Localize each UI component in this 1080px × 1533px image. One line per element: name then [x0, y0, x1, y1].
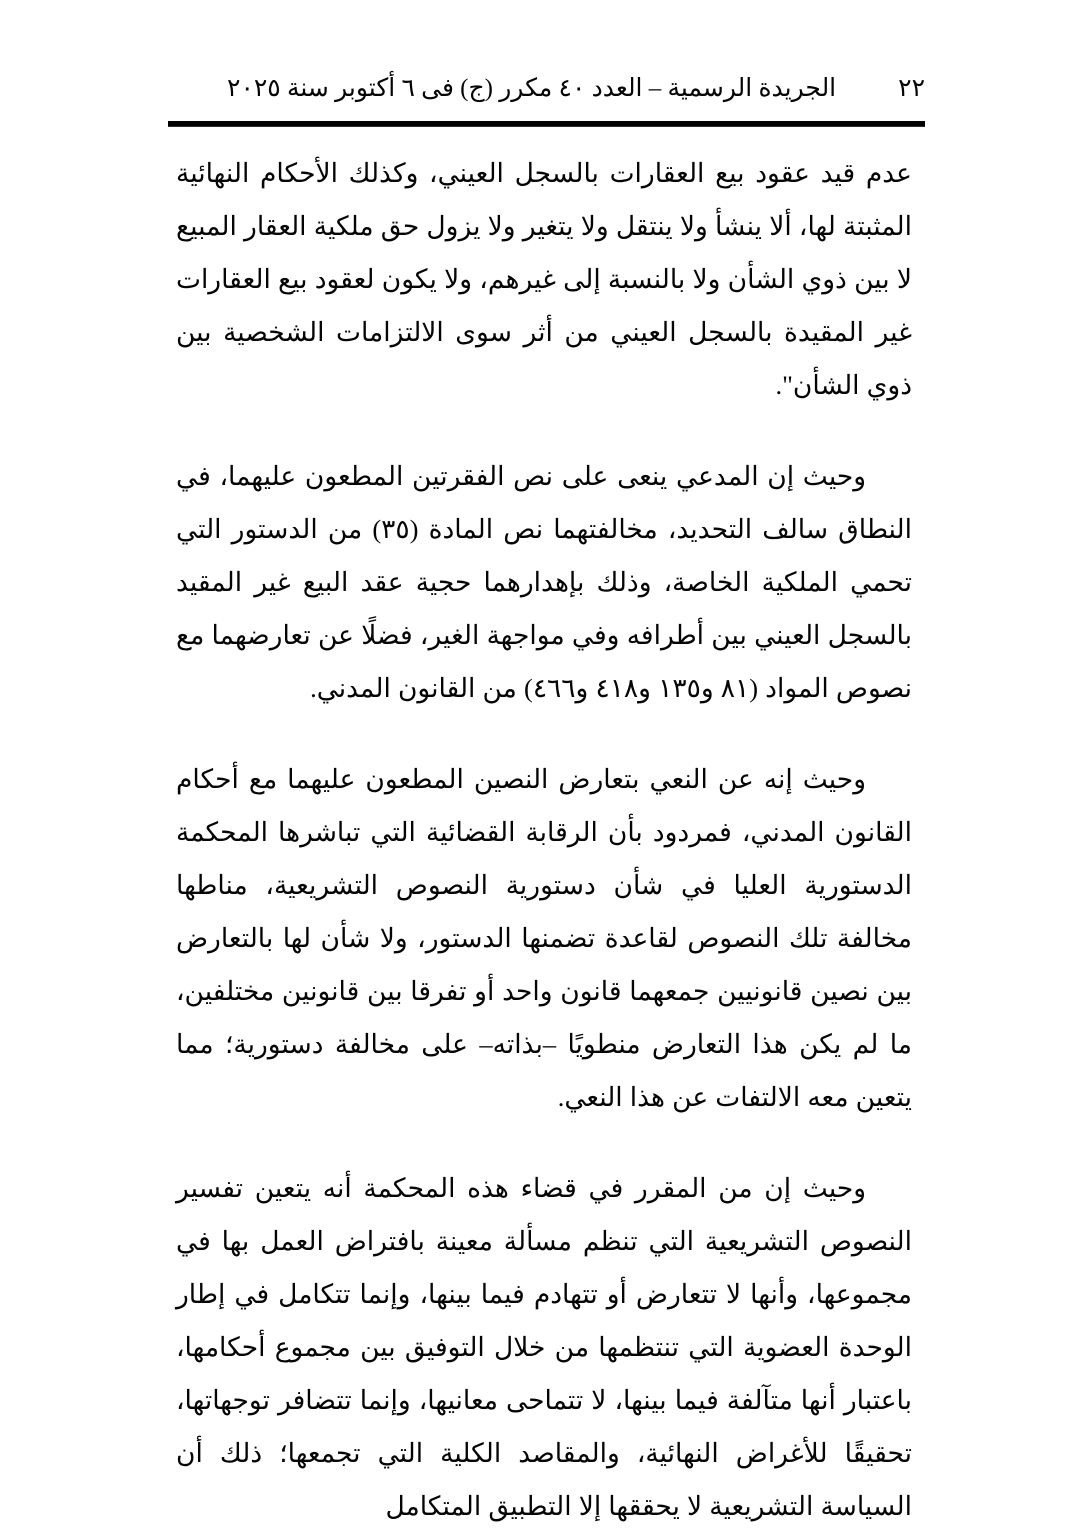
gazette-title: الجريدة الرسمية – العدد ٤٠ مكرر (ج) فى ٦ أكتوبر سنة ٢٠٢٥ [227, 75, 837, 102]
paragraph-claimant-grievance: وحيث إن المدعي ينعى على نص الفقرتين المطعون عليهما، في النطاق سالف التحديد، مخالفتهما نص المادة (٣٥) من الدستور التي تحمي الملكية الخاصة، وذلك بإهدارهما حجية عقد البيع غير المقيد بالسجل العيني بين أطرافه وفي مواجهة الغير، فضلًا عن تعارضهما مع نصوص المواد (٨١ و١٣٥ و٤١٨ و٤٦٦) من القانون المدني. [176, 461, 912, 703]
running-head [168, 66, 925, 110]
body-text-column [176, 147, 912, 1533]
header-divider-rule [168, 121, 925, 127]
paragraph-quoted-provision: عدم قيد عقود بيع العقارات بالسجل العيني، وكذلك الأحكام النهائية المثبتة لها، ألا ينشأ ولا ينتقل ولا يتغير ولا يزول حق ملكية العقار المبيع لا بين ذوي الشأن ولا بالنسبة إلى غيرهم، ولا يكون لعقود بيع العقارات غير المقيدة بالسجل العيني من أثر سوى الالتزامات الشخصية بين ذوي الشأن". [176, 158, 912, 400]
paragraph-court-response: وحيث إنه عن النعي بتعارض النصين المطعون عليهما مع أحكام القانون المدني، فمردود بأن الرقابة القضائية التي تباشرها المحكمة الدستورية العليا في شأن دستورية النصوص التشريعية، مناطها مخالفة تلك النصوص لقاعدة تضمنها الدستور، ولا شأن لها بالتعارض بين نصين قانونيين جمعهما قانون واحد أو تفرقا بين قانونين مختلفين، ما لم يكن هذا التعارض منطويًا –بذاته– على مخالفة دستورية؛ مما يتعين معه الالتفات عن هذا النعي. [176, 764, 912, 1112]
paragraph-interpretive-principle: وحيث إن من المقرر في قضاء هذه المحكمة أنه يتعين تفسير النصوص التشريعية التي تنظم مسألة معينة بافتراض العمل بها في مجموعها، وأنها لا تتعارض أو تتهادم فيما بينها، وإنما تتكامل في إطار الوحدة العضوية التي تنتظمها من خلال التوفيق بين مجموع أحكامها، باعتبار أنها متآلفة فيما بينها، لا تتماحى معانيها، وإنما تتضافر توجهاتها، تحقيقًا للأغراض النهائية، والمقاصد الكلية التي تجمعها؛ ذلك أن السياسة التشريعية لا يحققها إلا التطبيق المتكامل [176, 1173, 912, 1521]
page-number: ٢٢ [898, 75, 925, 102]
